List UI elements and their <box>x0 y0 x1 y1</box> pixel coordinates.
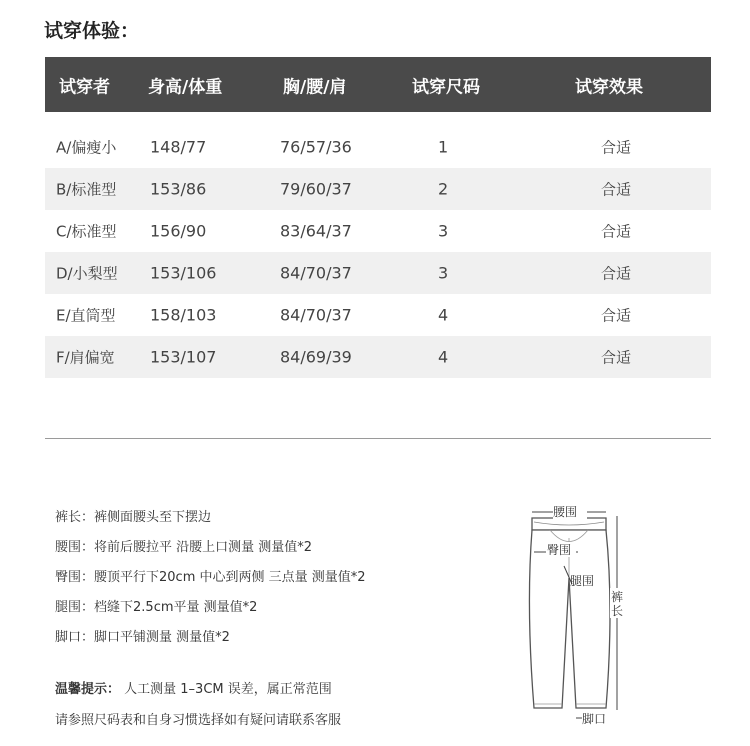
cell-bust-waist-shoulder: 83/64/37 <box>280 221 352 241</box>
measurement-note <box>55 536 312 555</box>
cell-bust-waist-shoulder: 79/60/37 <box>280 179 352 199</box>
cell-tester: E/直筒型 <box>56 306 116 325</box>
cell-size: 2 <box>438 179 449 199</box>
cell-size: 4 <box>438 305 449 325</box>
divider <box>45 438 711 439</box>
header-tester: 试穿者 <box>59 77 110 97</box>
cell-size: 1 <box>438 137 449 157</box>
measurement-note <box>55 506 211 525</box>
tip-line <box>55 678 332 697</box>
tip-label: 温馨提示： <box>55 682 121 697</box>
measurement-label: 腿围： <box>55 600 95 615</box>
measurement-text: 将前后腰拉平 沿腰上口测量 测量值*2 <box>94 540 313 555</box>
header-size: 试穿尺码 <box>412 77 480 97</box>
cell-size: 3 <box>438 263 449 283</box>
waistband-outline <box>532 518 606 530</box>
tip-text: 人工测量 1–3CM 误差，属正常范围 <box>124 682 332 697</box>
table-header <box>45 57 711 112</box>
length-label-2: 长 <box>611 604 624 618</box>
cell-fit: 合适 <box>601 264 632 283</box>
section-title: 试穿体验： <box>44 20 140 42</box>
table-row <box>45 168 711 210</box>
cell-height-weight: 156/90 <box>150 221 207 241</box>
measurement-note <box>55 626 230 645</box>
cell-tester: C/标准型 <box>56 222 117 241</box>
measurement-label: 腰围： <box>55 540 95 555</box>
table-row <box>45 336 711 378</box>
cell-bust-waist-shoulder: 84/70/37 <box>280 305 352 325</box>
measurement-note <box>55 596 257 615</box>
size-trial-table <box>45 57 711 378</box>
cell-height-weight: 158/103 <box>150 305 217 325</box>
measurement-label: 臀围： <box>55 570 95 585</box>
cell-height-weight: 153/107 <box>150 347 217 367</box>
hem-label: 脚口 <box>582 712 607 726</box>
thigh-label: 腿围 <box>570 574 595 588</box>
cell-bust-waist-shoulder: 84/70/37 <box>280 263 352 283</box>
tip-line-2: 请参照尺码表和自身习惯选择如有疑问请联系客服 <box>55 713 342 728</box>
hip-label: 臀围 <box>547 543 572 557</box>
cell-tester: D/小梨型 <box>56 264 118 283</box>
table-row <box>45 252 711 294</box>
cell-height-weight: 148/77 <box>150 137 207 157</box>
table-row <box>45 210 711 252</box>
waist-label: 腰围 <box>553 505 578 519</box>
measurement-label: 脚口： <box>55 630 95 645</box>
cell-height-weight: 153/86 <box>150 179 207 199</box>
cell-bust-waist-shoulder: 76/57/36 <box>280 137 352 157</box>
cell-tester: F/肩偏宽 <box>56 348 115 367</box>
measurement-text: 裤侧面腰头至下摆边 <box>94 510 212 525</box>
measurement-text: 腰顶平行下20cm 中心到两侧 三点量 测量值*2 <box>94 570 366 585</box>
header-height-weight: 身高/体重 <box>148 77 223 97</box>
cell-size: 3 <box>438 221 449 241</box>
cell-tester: A/偏瘦小 <box>56 138 117 157</box>
measurement-text: 档缝下2.5cm平量 测量值*2 <box>94 600 258 615</box>
cell-fit: 合适 <box>601 348 632 367</box>
table-row <box>45 294 711 336</box>
length-label-1: 裤 <box>611 590 624 604</box>
measurement-label: 裤长： <box>55 510 95 525</box>
header-fit: 试穿效果 <box>575 77 643 97</box>
cell-bust-waist-shoulder: 84/69/39 <box>280 347 352 367</box>
cell-height-weight: 153/106 <box>150 263 217 283</box>
measurement-note <box>55 566 366 585</box>
cell-fit: 合适 <box>601 138 632 157</box>
cell-fit: 合适 <box>601 306 632 325</box>
cell-fit: 合适 <box>601 180 632 199</box>
cell-fit: 合适 <box>601 222 632 241</box>
measurement-text: 脚口平铺测量 测量值*2 <box>94 630 230 645</box>
header-bust-waist-shoulder: 胸/腰/肩 <box>283 77 347 97</box>
pants-diagram <box>520 498 640 730</box>
cell-tester: B/标准型 <box>56 180 117 199</box>
cell-size: 4 <box>438 347 449 367</box>
table-row <box>45 126 711 168</box>
